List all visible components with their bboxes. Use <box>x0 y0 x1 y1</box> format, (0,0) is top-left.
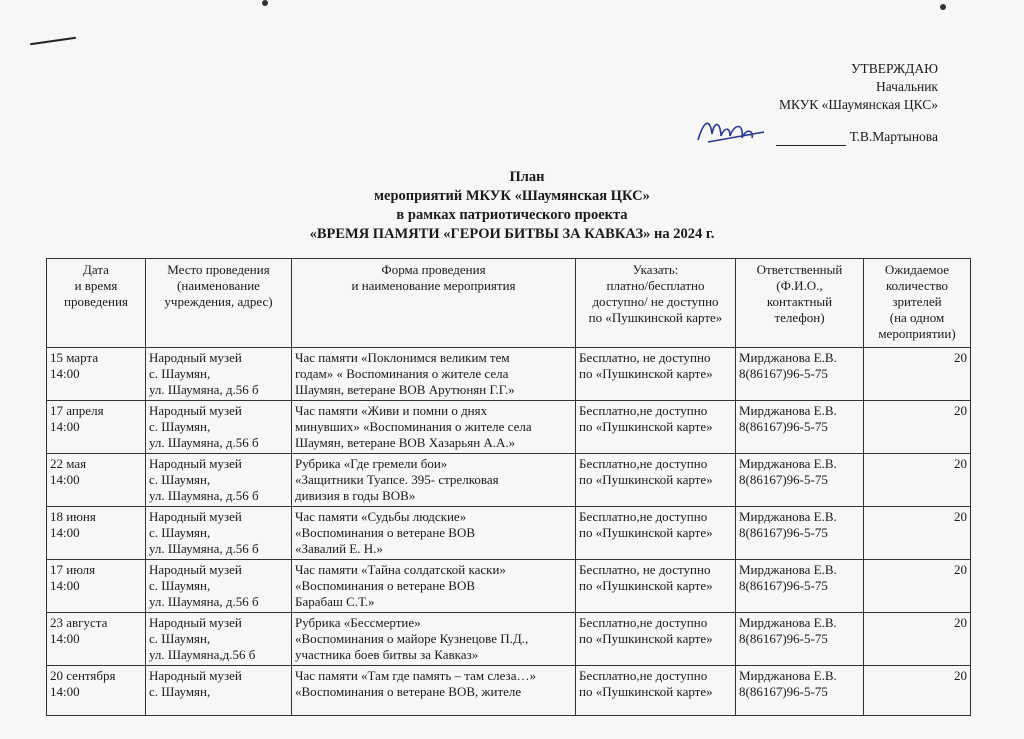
cell-place-line: Народный музей <box>149 456 242 471</box>
header-line: доступно/ не доступно <box>592 294 719 309</box>
cell-payment <box>576 454 736 507</box>
cell-place-line: Народный музей <box>149 615 242 630</box>
cell-payment-line: Бесплатно,не доступно <box>579 509 708 524</box>
cell-responsible-line: 8(86167)96-5-75 <box>739 366 828 381</box>
cell-responsible <box>736 507 864 560</box>
cell-place-line: Народный музей <box>149 562 242 577</box>
cell-form-line: Рубрика «Бессмертие» <box>295 615 421 630</box>
cell-form-line: Час памяти «Судьбы людские» <box>295 509 467 524</box>
approve-label: УТВЕРЖДАЮ <box>850 61 938 76</box>
header-line: платно/бесплатно <box>606 278 705 293</box>
cell-place <box>146 348 292 401</box>
table-row <box>47 454 971 507</box>
header-responsible <box>736 259 864 348</box>
cell-payment-line: Бесплатно, не доступно <box>579 350 711 365</box>
cell-place <box>146 666 292 716</box>
cell-place <box>146 401 292 454</box>
title-line: План <box>509 169 545 185</box>
cell-date-line: 20 сентября <box>50 668 116 683</box>
header-line: (Ф.И.О., <box>776 278 823 293</box>
cell-responsible-line: 8(86167)96-5-75 <box>739 525 828 540</box>
header-line: Форма проведения <box>381 262 486 277</box>
cell-audience: 20 <box>864 454 971 507</box>
cell-responsible <box>736 613 864 666</box>
header-line: учреждения, адрес) <box>164 294 273 309</box>
cell-responsible-line: Мирджанова Е.В. <box>739 562 837 577</box>
cell-form-line: Барабаш С.Т.» <box>295 594 375 609</box>
header-line: Дата <box>83 262 109 277</box>
cell-responsible-line: 8(86167)96-5-75 <box>739 684 828 699</box>
cell-form-line: «Воспоминания о ветеране ВОВ <box>295 578 476 593</box>
header-line: и наименование мероприятия <box>351 278 516 293</box>
cell-date-line: 22 мая <box>50 456 87 471</box>
cell-responsible <box>736 401 864 454</box>
approver-name: Т.В.Мартынова <box>849 129 938 144</box>
cell-form-line: Шаумян, ветеране ВОВ Хазарьян А.А.» <box>295 435 516 450</box>
cell-payment-line: Бесплатно,не доступно <box>579 403 708 418</box>
cell-place <box>146 560 292 613</box>
cell-date-line: 18 июня <box>50 509 96 524</box>
cell-responsible-line: Мирджанова Е.В. <box>739 403 837 418</box>
cell-payment-line: по «Пушкинской карте» <box>579 684 713 699</box>
cell-form-line: Шаумян, ветеране ВОВ Арутюнян Г.Г.» <box>295 382 515 397</box>
cell-place-line: с. Шаумян, <box>149 366 211 381</box>
cell-place-line: с. Шаумян, <box>149 631 211 646</box>
cell-responsible <box>736 454 864 507</box>
cell-date-line: 15 марта <box>50 350 99 365</box>
cell-responsible <box>736 348 864 401</box>
cell-date <box>47 613 146 666</box>
header-line: мероприятии) <box>878 326 956 341</box>
header-line: количество <box>885 278 949 293</box>
title-line: «ВРЕМЯ ПАМЯТИ «ГЕРОИ БИТВЫ ЗА КАВКАЗ» на 2024 г. <box>309 226 715 242</box>
cell-place-line: ул. Шаумяна,д.56 б <box>149 647 256 662</box>
cell-form-line: «Воспоминания о майоре Кузнецове П.Д., <box>295 631 529 646</box>
cell-form-line: Час памяти «Тайна солдатской каски» <box>295 562 506 577</box>
cell-payment <box>576 401 736 454</box>
cell-responsible-line: 8(86167)96-5-75 <box>739 419 828 434</box>
header-line: Место проведения <box>167 262 270 277</box>
cell-date-line: 14:00 <box>50 472 80 487</box>
cell-form-line: «Воспоминания о ветеране ВОВ, жителе <box>295 684 522 699</box>
header-line: телефон) <box>774 310 825 325</box>
scan-dot <box>940 4 946 10</box>
cell-date-line: 14:00 <box>50 525 80 540</box>
cell-payment-line: по «Пушкинской карте» <box>579 631 713 646</box>
cell-responsible <box>736 666 864 716</box>
cell-place-line: ул. Шаумяна, д.56 б <box>149 594 259 609</box>
cell-payment-line: Бесплатно,не доступно <box>579 456 708 471</box>
cell-audience: 20 <box>864 401 971 454</box>
cell-place-line: ул. Шаумяна, д.56 б <box>149 541 259 556</box>
cell-audience: 20 <box>864 348 971 401</box>
cell-form-line: «Защитники Туапсе. 395- стрелковая <box>295 472 499 487</box>
cell-place-line: с. Шаумян, <box>149 525 211 540</box>
cell-place-line: с. Шаумян, <box>149 472 211 487</box>
header-date <box>47 259 146 348</box>
cell-responsible-line: 8(86167)96-5-75 <box>739 578 828 593</box>
cell-audience: 20 <box>864 666 971 716</box>
cell-responsible-line: Мирджанова Е.В. <box>739 350 837 365</box>
cell-form-line: Час памяти «Там где память – там слеза…» <box>295 668 536 683</box>
header-line: Ожидаемое <box>884 262 950 277</box>
title-line: мероприятий МКУК «Шаумянская ЦКС» <box>374 188 650 204</box>
cell-form <box>292 401 576 454</box>
table-row <box>47 401 971 454</box>
cell-payment-line: Бесплатно,не доступно <box>579 615 708 630</box>
cell-place-line: ул. Шаумяна, д.56 б <box>149 435 259 450</box>
cell-payment <box>576 507 736 560</box>
cell-form-line: Рубрика «Где гремели бои» <box>295 456 448 471</box>
cell-place-line: ул. Шаумяна, д.56 б <box>149 488 259 503</box>
header-form <box>292 259 576 348</box>
approval-block <box>694 60 938 146</box>
signature-line <box>776 145 846 146</box>
cell-place <box>146 454 292 507</box>
cell-responsible-line: Мирджанова Е.В. <box>739 615 837 630</box>
cell-payment <box>576 666 736 716</box>
cell-form <box>292 454 576 507</box>
scan-mark <box>30 37 76 45</box>
table-row <box>47 507 971 560</box>
table-row <box>47 560 971 613</box>
cell-place-line: Народный музей <box>149 668 242 683</box>
header-payment <box>576 259 736 348</box>
cell-date-line: 14:00 <box>50 419 80 434</box>
cell-form-line: Час памяти «Живи и помни о днях <box>295 403 488 418</box>
cell-date-line: 14:00 <box>50 366 80 381</box>
header-line: зрителей <box>892 294 942 309</box>
cell-audience: 20 <box>864 507 971 560</box>
cell-form-line: «Завалий Е. Н.» <box>295 541 383 556</box>
cell-responsible-line: Мирджанова Е.В. <box>739 668 837 683</box>
cell-date <box>47 401 146 454</box>
cell-payment <box>576 348 736 401</box>
cell-date-line: 14:00 <box>50 578 80 593</box>
cell-form <box>292 348 576 401</box>
cell-form <box>292 666 576 716</box>
cell-date <box>47 666 146 716</box>
table-row <box>47 613 971 666</box>
header-line: (наименование <box>177 278 260 293</box>
cell-responsible-line: Мирджанова Е.В. <box>739 456 837 471</box>
cell-payment-line: по «Пушкинской карте» <box>579 366 713 381</box>
header-line: Указать: <box>632 262 679 277</box>
header-line: (на одном <box>889 310 945 325</box>
cell-payment-line: по «Пушкинской карте» <box>579 419 713 434</box>
approver-org: МКУК «Шаумянская ЦКС» <box>779 97 938 112</box>
cell-responsible-line: 8(86167)96-5-75 <box>739 472 828 487</box>
signature <box>694 114 774 146</box>
cell-date-line: 14:00 <box>50 684 80 699</box>
cell-form-line: дивизия в годы ВОВ» <box>295 488 416 503</box>
header-place <box>146 259 292 348</box>
cell-responsible-line: Мирджанова Е.В. <box>739 509 837 524</box>
cell-payment-line: Бесплатно,не доступно <box>579 668 708 683</box>
cell-form-line: участника боев битвы за Кавказ» <box>295 647 479 662</box>
table-body <box>47 348 971 716</box>
header-line: по «Пушкинской карте» <box>588 310 723 325</box>
cell-form-line: минувших» «Воспоминания о жителе села <box>295 419 532 434</box>
cell-payment-line: по «Пушкинской карте» <box>579 578 713 593</box>
scan-dot <box>262 0 268 6</box>
header-line: проведения <box>64 294 128 309</box>
cell-payment <box>576 560 736 613</box>
cell-place-line: Народный музей <box>149 350 242 365</box>
header-line: контактный <box>766 294 833 309</box>
cell-date-line: 17 июля <box>50 562 96 577</box>
cell-form-line: годам» « Воспоминания о жителе села <box>295 366 509 381</box>
cell-place-line: Народный музей <box>149 509 242 524</box>
cell-place-line: с. Шаумян, <box>149 578 211 593</box>
cell-place <box>146 507 292 560</box>
cell-date <box>47 454 146 507</box>
header-line: Ответственный <box>756 262 843 277</box>
cell-responsible <box>736 560 864 613</box>
cell-payment <box>576 613 736 666</box>
cell-audience: 20 <box>864 560 971 613</box>
events-table <box>46 258 971 716</box>
table-row <box>47 348 971 401</box>
cell-date-line: 17 апреля <box>50 403 104 418</box>
cell-date <box>47 560 146 613</box>
cell-date <box>47 507 146 560</box>
approver-position: Начальник <box>875 79 938 94</box>
table-row <box>47 666 971 716</box>
cell-responsible-line: 8(86167)96-5-75 <box>739 631 828 646</box>
cell-payment-line: по «Пушкинской карте» <box>579 472 713 487</box>
cell-form <box>292 560 576 613</box>
cell-payment-line: Бесплатно, не доступно <box>579 562 711 577</box>
cell-form <box>292 507 576 560</box>
cell-form-line: Час памяти «Поклонимся великим тем <box>295 350 510 365</box>
cell-place-line: с. Шаумян, <box>149 419 211 434</box>
cell-place-line: с. Шаумян, <box>149 684 211 699</box>
header-line: и время <box>74 278 118 293</box>
signature-row <box>694 114 938 146</box>
header-audience <box>864 259 971 348</box>
table-header-row <box>47 259 971 348</box>
cell-place-line: ул. Шаумяна, д.56 б <box>149 382 259 397</box>
cell-date <box>47 348 146 401</box>
cell-payment-line: по «Пушкинской карте» <box>579 525 713 540</box>
cell-form-line: «Воспоминания о ветеране ВОВ <box>295 525 476 540</box>
document-title <box>0 168 1024 244</box>
cell-place <box>146 613 292 666</box>
cell-audience: 20 <box>864 613 971 666</box>
title-line: в рамках патриотического проекта <box>396 207 628 223</box>
cell-place-line: Народный музей <box>149 403 242 418</box>
cell-form <box>292 613 576 666</box>
cell-date-line: 23 августа <box>50 615 108 630</box>
cell-date-line: 14:00 <box>50 631 80 646</box>
